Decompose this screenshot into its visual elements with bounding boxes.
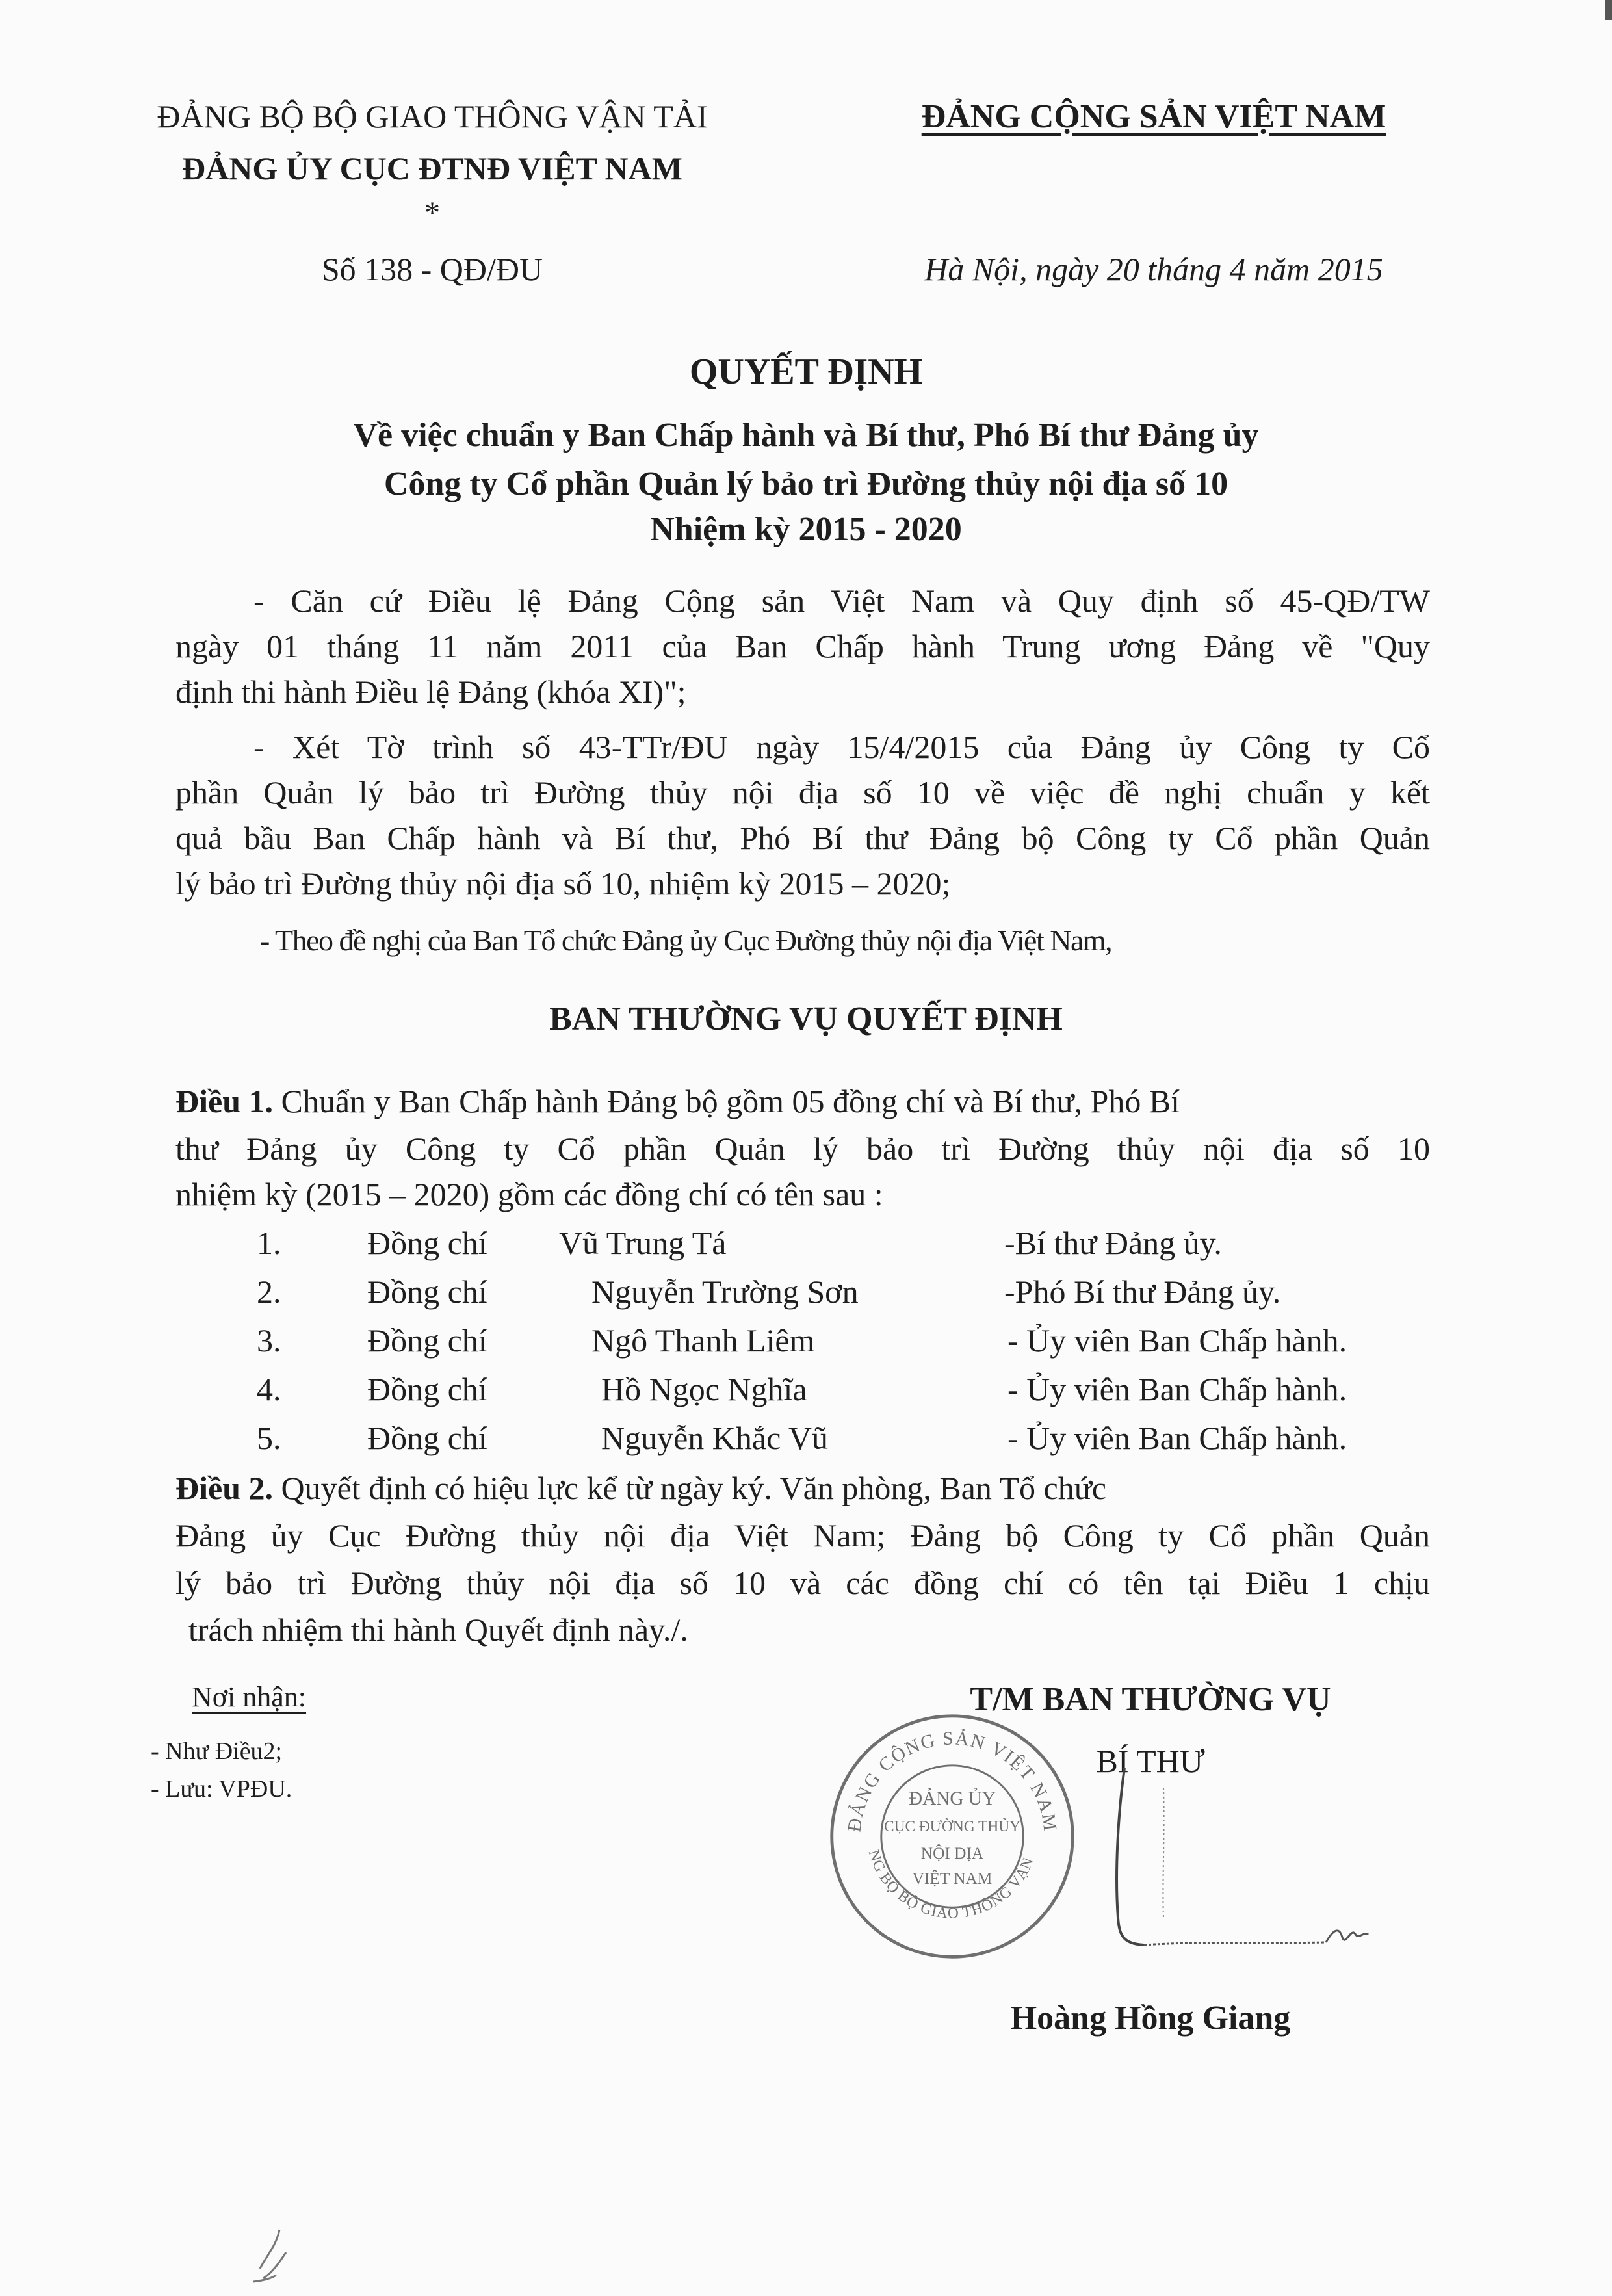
article-2-line-3: lý bảo trì Đường thủy nội địa số 10 và các đồng chí có tên tại Điều 1 chịu (176, 1565, 1430, 1601)
member-title: Đồng chí (367, 1273, 488, 1310)
member-role: -Bí thư Đảng ủy. (1004, 1225, 1222, 1261)
seal-inner-line-1: ĐẢNG ỦY (908, 1788, 996, 1810)
member-no: 5. (257, 1420, 281, 1456)
scan-edge-mark (1606, 0, 1612, 20)
seal-outer-text: ĐẢNG CỘNG SẢN VIỆT NAM (844, 1728, 1061, 1833)
member-role: - Ủy viên Ban Chấp hành. (1008, 1371, 1347, 1407)
member-no: 3. (257, 1322, 281, 1359)
signature-authority: T/M BAN THƯỜNG VỤ (970, 1681, 1331, 1718)
member-role: -Phó Bí thư Đảng ủy. (1004, 1273, 1281, 1310)
doc-number: Số 138 - QĐ/ĐU (321, 251, 543, 287)
article-2-label: Điều 2. (176, 1470, 273, 1506)
preamble-2-line-4: lý bảo trì Đường thủy nội địa số 10, nhiệm kỳ 2015 – 2020; (176, 865, 951, 902)
subject-line-1: Về việc chuẩn y Ban Chấp hành và Bí thư, Phó Bí thư Đảng ủy (353, 417, 1259, 454)
recipients-heading: Nơi nhận: (192, 1681, 307, 1713)
article-2-line-2: Đảng ủy Cục Đường thủy nội địa Việt Nam; Đảng bộ Công ty Cổ phần Quản (176, 1517, 1430, 1554)
member-name: Nguyễn Trường Sơn (592, 1273, 859, 1310)
document-title: QUYẾT ĐỊNH (689, 352, 923, 392)
seal-inner-line-3: NỘI ĐỊA (920, 1844, 984, 1863)
member-title: Đồng chí (367, 1322, 488, 1359)
member-name: Vũ Trung Tá (559, 1225, 727, 1261)
preamble-1-line-3: định thi hành Điều lệ Đảng (khóa XI)"; (176, 673, 686, 710)
handwritten-signature (1053, 1755, 1417, 1976)
seal-inner-line-4: VIỆT NAM (912, 1870, 993, 1888)
article-1-label: Điều 1. (176, 1083, 273, 1119)
member-title: Đồng chí (367, 1225, 488, 1261)
preamble-1-line-2: ngày 01 tháng 11 năm 2011 của Ban Chấp hành Trung ương Đảng về "Quy (176, 628, 1430, 664)
issuing-body: ĐẢNG ỦY CỤC ĐTNĐ VIỆT NAM (182, 150, 682, 187)
article-1-line-2: thư Đảng ủy Công ty Cổ phần Quản lý bảo trì Đường thủy nội địa số 10 (176, 1130, 1430, 1167)
article-2-text-1: Quyết định có hiệu lực kể từ ngày ký. Văn phòng, Ban Tổ chức (281, 1470, 1106, 1506)
seal-outer-bottom-text: NG BỘ BỘ GIAO THÔNG VẬN (864, 1847, 1037, 1922)
party-committee-line: ĐẢNG BỘ BỘ GIAO THÔNG VẬN TẢI (157, 98, 708, 135)
preamble-2-line-1: - Xét Tờ trình số 43-TTr/ĐU ngày 15/4/2015 của Đảng ủy Công ty Cổ (254, 729, 1430, 765)
preamble-2-line-2: phần Quản lý bảo trì Đường thủy nội địa số 10 về việc đề nghị chuẩn y kết (176, 774, 1430, 811)
subject-line-2: Công ty Cổ phần Quản lý bảo trì Đường thủy nội địa số 10 (384, 465, 1228, 502)
preamble-3-line-1: - Theo đề nghị của Ban Tổ chức Đảng ủy Cục Đường thủy nội địa Việt Nam, (260, 924, 1112, 957)
signer-name: Hoàng Hồng Giang (1010, 2000, 1291, 2037)
decision-heading: BAN THƯỜNG VỤ QUYẾT ĐỊNH (549, 1000, 1063, 1037)
place-date: Hà Nội, ngày 20 tháng 4 năm 2015 (924, 251, 1383, 287)
member-title: Đồng chí (367, 1420, 488, 1456)
member-title: Đồng chí (367, 1371, 488, 1407)
article-1-text-1: Chuẩn y Ban Chấp hành Đảng bộ gồm 05 đồng chí và Bí thư, Phó Bí (281, 1083, 1180, 1119)
article-1-line-3: nhiệm kỳ (2015 – 2020) gồm các đồng chí có tên sau : (176, 1176, 883, 1212)
member-role: - Ủy viên Ban Chấp hành. (1008, 1322, 1347, 1359)
member-name: Hồ Ngọc Nghĩa (601, 1371, 807, 1407)
member-role: - Ủy viên Ban Chấp hành. (1008, 1420, 1347, 1456)
preamble-1-line-1: - Căn cứ Điều lệ Đảng Cộng sản Việt Nam và Quy định số 45-QĐ/TW (254, 582, 1430, 619)
member-name: Nguyễn Khắc Vũ (601, 1420, 828, 1456)
signature-position: BÍ THƯ (1096, 1743, 1205, 1779)
official-seal (826, 1710, 1079, 1963)
member-no: 1. (257, 1225, 281, 1261)
preamble-2-line-3: quả bầu Ban Chấp hành và Bí thư, Phó Bí thư Đảng bộ Công ty Cổ phần Quản (176, 820, 1430, 856)
member-no: 2. (257, 1273, 281, 1310)
seal-inner-line-2: CỤC ĐƯỜNG THỦY (883, 1818, 1021, 1836)
recipient-item: - Như Điều2; (151, 1738, 283, 1765)
recipient-item: - Lưu: VPĐU. (151, 1775, 292, 1803)
article-1-line-1 (176, 1082, 1430, 1120)
subject-line-3: Nhiệm kỳ 2015 - 2020 (650, 511, 962, 548)
header-star: * (424, 196, 440, 230)
member-no: 4. (257, 1371, 281, 1407)
initials-mark (240, 2217, 306, 2288)
article-2-line-1 (176, 1469, 1430, 1507)
article-2-line-4: trách nhiệm thi hành Quyết định này./. (188, 1611, 688, 1648)
party-name-title: ĐẢNG CỘNG SẢN VIỆT NAM (921, 98, 1386, 135)
member-name: Ngô Thanh Liêm (592, 1322, 815, 1359)
